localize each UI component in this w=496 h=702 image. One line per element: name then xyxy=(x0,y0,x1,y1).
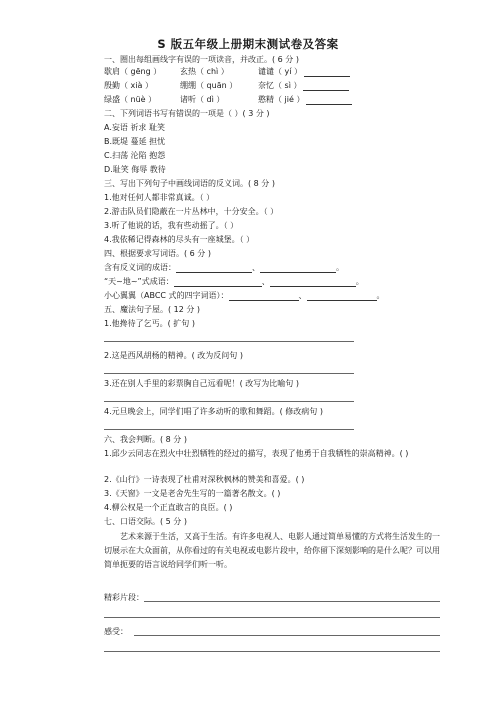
section-1-heading: 一、圈出每组画线字有误的一项读音，并改正。( 6 分 ) xyxy=(104,55,299,64)
word-task-3: 小心翼翼（ABCC 式的四字词语）： 、 。 xyxy=(104,291,385,300)
pinyin-item: 诸听（ dì ） xyxy=(180,95,225,104)
answer-line[interactable] xyxy=(104,341,354,342)
pinyin-row-2 xyxy=(104,80,349,91)
answer-blank[interactable] xyxy=(229,291,299,301)
pinyin-item: 谴谴（ yí ） xyxy=(258,67,303,76)
pinyin-item: 绷绷（ quān ） xyxy=(180,81,238,90)
option-b: B.既堤 蔓延 担忧 xyxy=(104,137,166,146)
answer-blank[interactable] xyxy=(307,291,377,301)
answer-blank[interactable] xyxy=(176,263,252,273)
question-item: 4.我依稀记得森林的尽头有一座城堡。（ ） xyxy=(104,235,255,244)
word-task-label: “天~地~”式成语： xyxy=(104,277,174,286)
answer-line[interactable] xyxy=(134,635,440,636)
pinyin-row-3 xyxy=(104,94,352,105)
oral-prompt: 艺术来源于生活，又高于生活。有许多电视人、电影人通过简单易懂的方式将生活发生的一切展示在大众面前，从你看过的有关电视或电影片段中，给你留下深刻影响的是什么呢？可以用简单扼要的语言说给同学们听一听。 xyxy=(104,532,440,569)
answer-line[interactable] xyxy=(104,373,354,374)
pinyin-item: 奈忆（ sì ） xyxy=(258,81,302,90)
pinyin-item: 憨精（ jié ） xyxy=(258,95,305,104)
sentence-task: 4.元旦晚会上，同学们唱了许多动听的歌和舞蹈。( 修改病句 ) xyxy=(104,407,323,416)
pinyin-item: 玄热（ chì ） xyxy=(180,67,229,76)
question-item: 2.游击队员们隐蔽在一片丛林中，十分安全。（ ） xyxy=(104,207,279,216)
option-c: C.扫荡 沦陷 抱怨 xyxy=(104,151,166,160)
pinyin-item: 绿盛（ nüè ） xyxy=(104,95,157,104)
judgement-item: 1.邱少云同志在烈火中壮烈牺牲的经过的描写，表现了他勇于自我牺牲的崇高精神。( ) xyxy=(104,449,409,458)
section-7-heading: 七、口语交际。( 5 分 ) xyxy=(104,517,187,526)
judgement-item: 3.《天窗》一文是老舍先生写的一篇著名散文。( ) xyxy=(104,489,281,498)
highlight-label: 精彩片段： xyxy=(104,593,144,602)
pinyin-item: 歇肩（ gēng ） xyxy=(104,67,162,76)
question-item: 3.听了他说的话，我有些动摇了。（ ） xyxy=(104,221,239,230)
answer-line[interactable] xyxy=(104,429,354,430)
judgement-item: 2.《山行》一诗表现了杜甫对深秋枫林的赞美和喜爱。( ) xyxy=(104,475,305,484)
answer-blank[interactable] xyxy=(270,277,356,287)
answer-blank[interactable] xyxy=(260,263,336,273)
feeling-label: 感受： xyxy=(104,627,128,636)
answer-blank[interactable] xyxy=(304,67,350,77)
section-5-heading: 五、魔法句子屋。( 12 分 ) xyxy=(104,305,201,314)
page-title: S 版五年级上册期末测试卷及答案 xyxy=(157,37,339,51)
pinyin-row-1 xyxy=(104,66,350,77)
word-task-2: “天~地~”式成语： 、 。 xyxy=(104,277,364,286)
answer-blank[interactable] xyxy=(306,95,352,105)
sentence-task: 2.这是西风胡杨的精神。( 改为反问句 ) xyxy=(104,351,243,360)
answer-blank[interactable] xyxy=(303,81,349,91)
section-4-heading: 四、根据要求写词语。( 6 分 ) xyxy=(104,249,211,258)
option-a: A.妄语 祈求 耻笑 xyxy=(104,123,165,132)
word-task-label: 小心翼翼（ABCC 式的四字词语）： xyxy=(104,291,229,300)
answer-line[interactable] xyxy=(104,401,354,402)
judgement-item: 4.柳公权是一个正直敢言的良臣。( ) xyxy=(104,503,233,512)
section-6-heading: 六、我会判断。( 8 分 ) xyxy=(104,435,187,444)
section-2-heading: 二、下列词语书写有错误的一项是（ ）( 3 分 ) xyxy=(104,109,270,118)
answer-line[interactable] xyxy=(144,601,440,602)
answer-line[interactable] xyxy=(104,617,440,618)
answer-line[interactable] xyxy=(104,651,440,652)
answer-blank[interactable] xyxy=(174,277,262,287)
option-d: D.耻笑 侮辱 教待 xyxy=(104,165,166,174)
sentence-task: 1.他搀待了乞丐。( 扩句 ) xyxy=(104,319,195,328)
word-task-1: 含有反义词的成语： 、 。 xyxy=(104,263,344,272)
section-3-heading: 三、写出下列句子中画线词语的反义词。( 8 分 ) xyxy=(104,179,275,188)
pinyin-item: 殷勤（ xià ） xyxy=(104,81,153,90)
question-item: 1.他对任何人都非常真诚。（ ） xyxy=(104,193,215,202)
word-task-label: 含有反义词的成语： xyxy=(104,263,176,272)
sentence-task: 3.还在别人手里的彩票胸自己远看呢！( 改写为比喻句 ) xyxy=(104,379,299,388)
